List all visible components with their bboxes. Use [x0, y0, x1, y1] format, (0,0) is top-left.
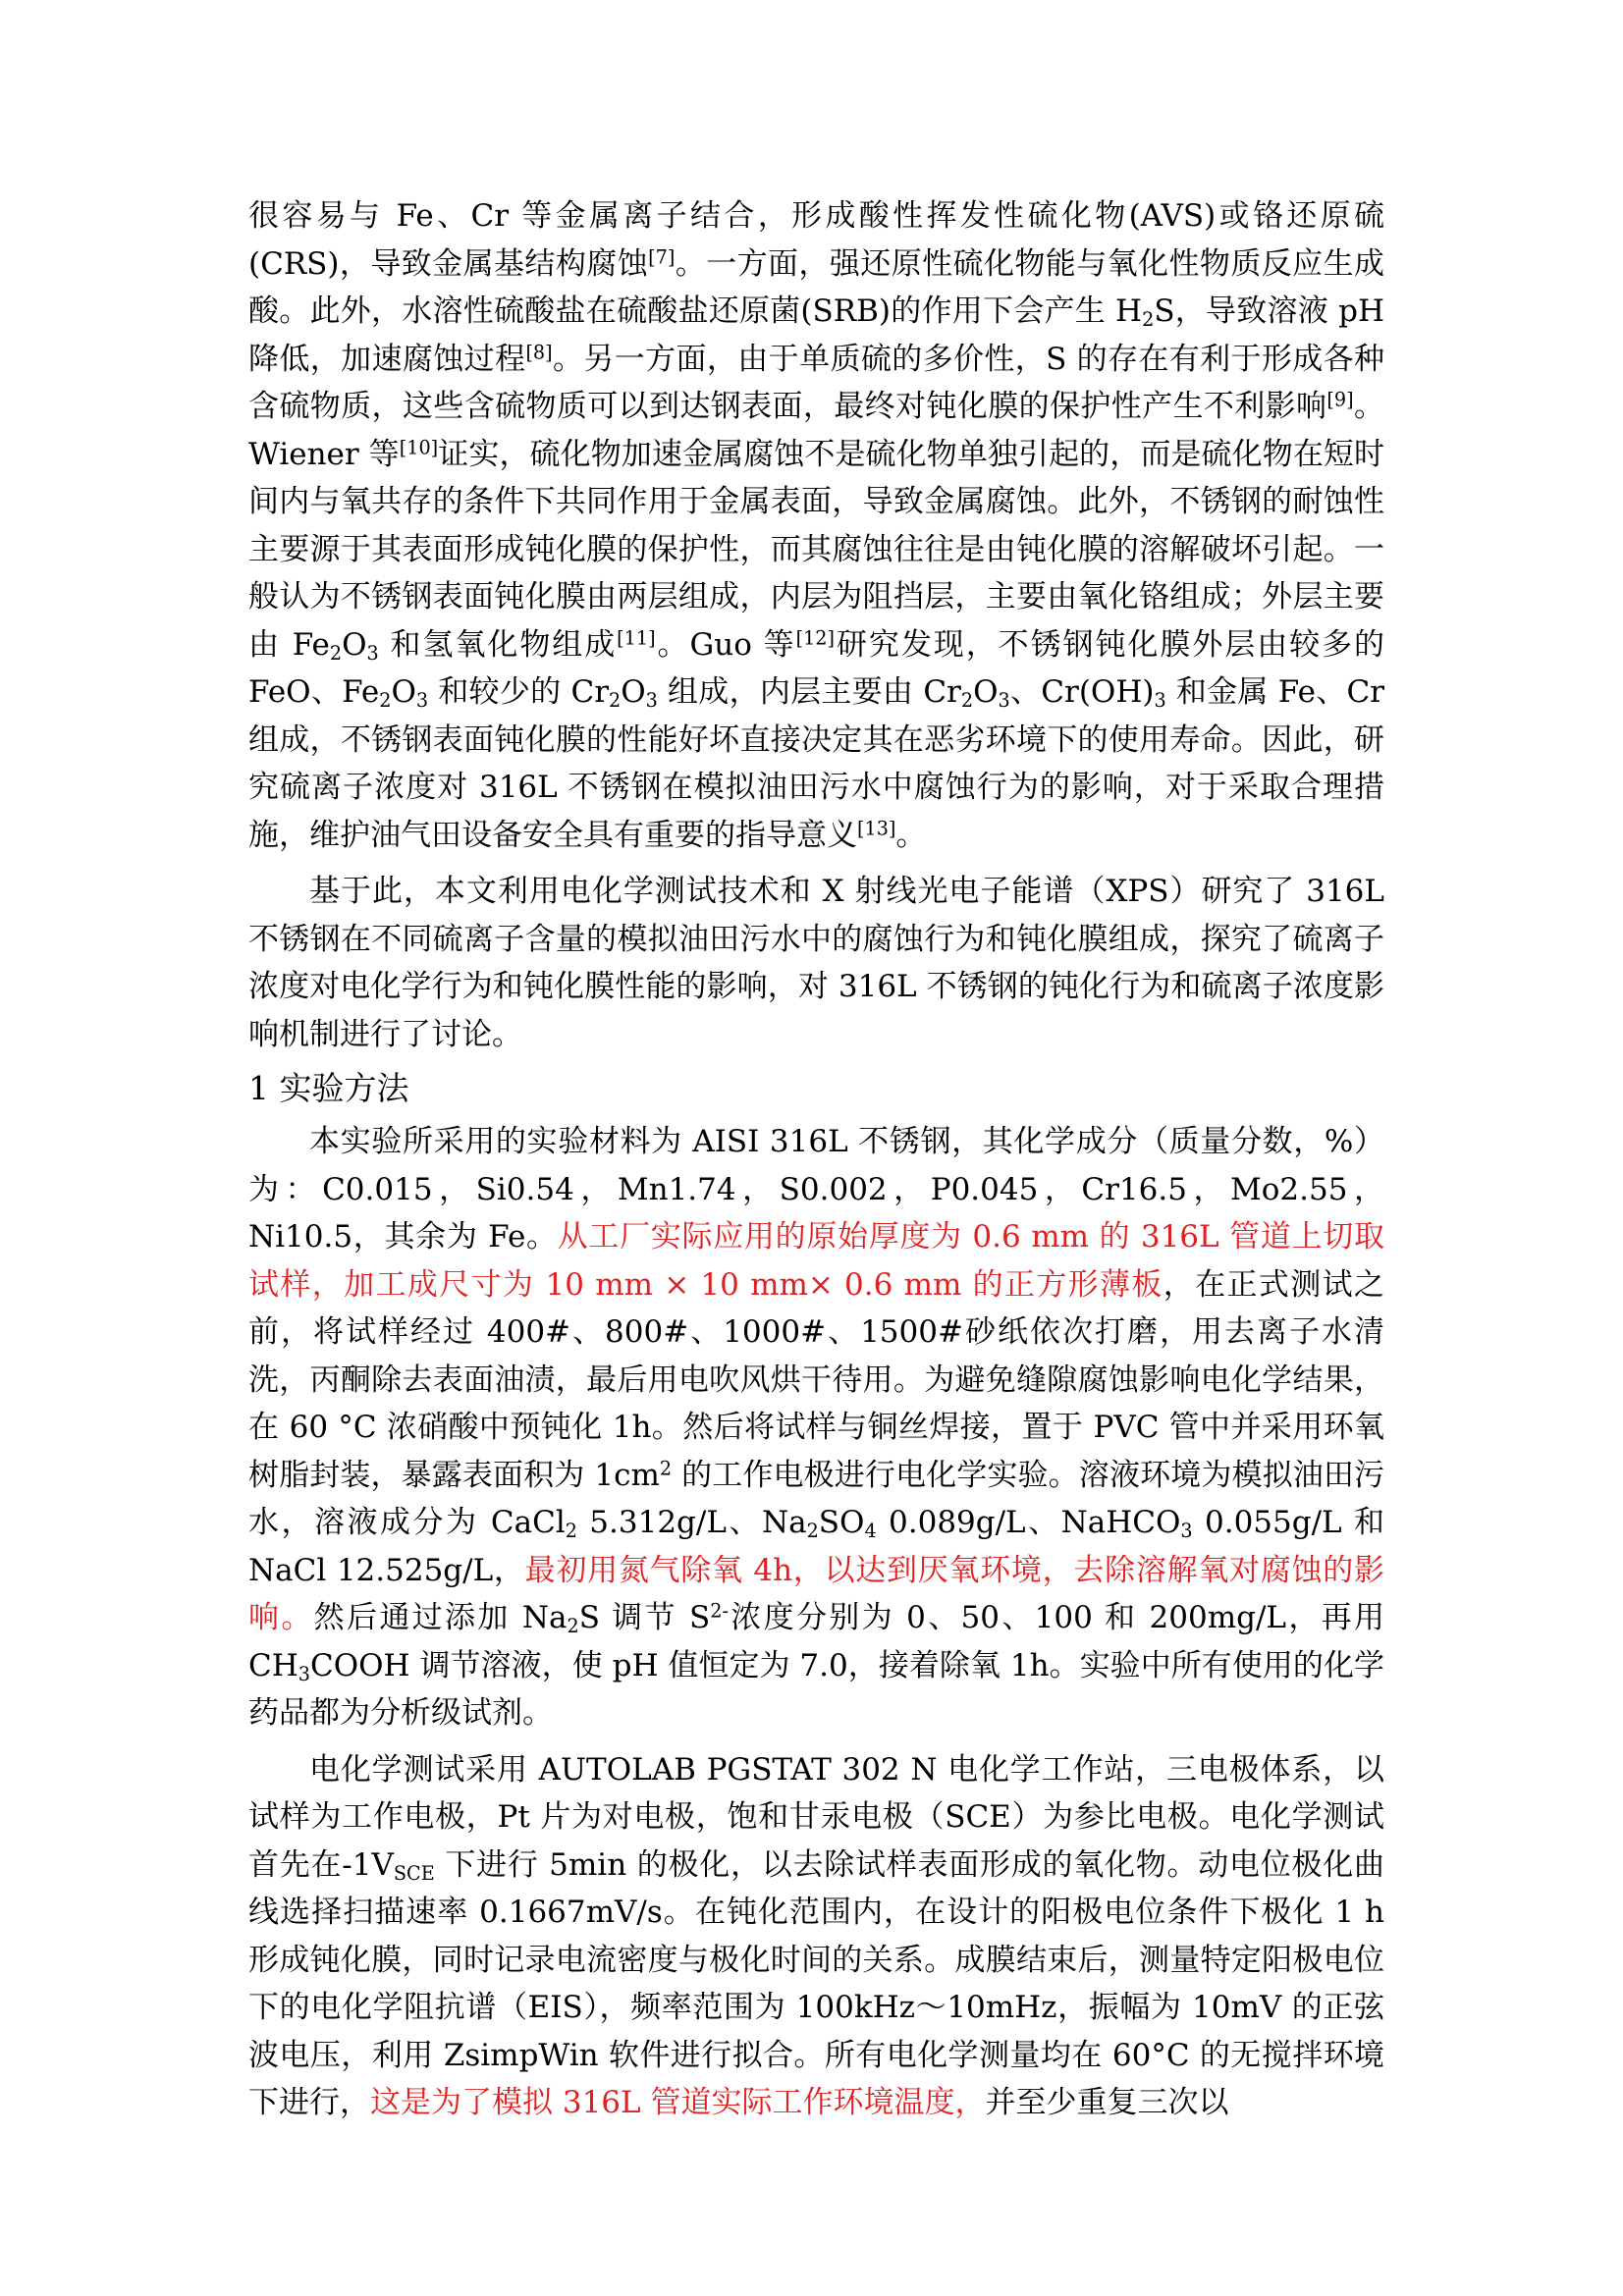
subscript: 2	[609, 688, 622, 712]
text-run: 基于此，本文利用电化学测试技术和 X 射线光电子能谱（XPS）研究了 316L 不锈钢在不同硫离子含量的模拟油田污水中的腐蚀行为和钝化膜组成，探究了硫离子浓度对电化学行为和钝化膜性能的影响，对 316L 不锈钢的钝化行为和硫离子浓度影响机制进行了讨论。	[248, 874, 1384, 1052]
text-run: 本实验所采用的实验材料为 AISI 316L 不锈钢，其化学成分（质量分数，%）为：C0.015，Si0.54，Mn1.74，S0.002，P0.045，Cr16.5，Mo2.55，Ni10.5，其余为 Fe。	[248, 1124, 1384, 1255]
citation-11: [11]	[617, 625, 656, 649]
text-run: 。Wiener 等	[248, 389, 1385, 472]
body-text	[248, 192, 1384, 2127]
citation-12: [12]	[795, 625, 836, 649]
citation-13: [13]	[857, 816, 896, 839]
paragraph-materials	[248, 1118, 1384, 1737]
text-run: 、Cr(OH)	[1009, 674, 1155, 710]
text-run: ，在正式测试之前，将试样经过 400#、800#、1000#、1500#砂纸依次打磨，用去离子水清洗，丙酮除去表面油渍，最后用电吹风烘干待用。为避免缝隙腐蚀影响电化学结果，在 60 °C 浓硝酸中预钝化 1h。然后将试样与铜丝焊接，置于 PVC 管中并采用环氧树脂封装，暴露表面积为 1cm	[248, 1266, 1384, 1493]
highlighted-text: 这是为了模拟 316L 管道实际工作环境温度，	[370, 2085, 986, 2120]
text-run: 并至少重复三次以	[985, 2085, 1229, 2120]
paragraph-electrochemical-tests	[248, 1746, 1384, 2127]
subscript: 3	[1154, 688, 1166, 712]
section-heading-methods: 1 实验方法	[248, 1069, 409, 1107]
text-run: 和氢氧化物组成	[378, 626, 618, 663]
subscript: 2	[565, 1519, 577, 1542]
text-run: 。Guo 等	[655, 626, 796, 663]
citation-10: [10]	[399, 435, 439, 458]
text-run: 5.312g/L、Na	[576, 1505, 807, 1540]
text-run: 和较少的 Cr	[428, 674, 610, 710]
subscript: 2	[329, 641, 343, 665]
text-run: 很容易与 Fe、Cr 等金属离子结合，形成酸性挥发性硫化物(AVS)或铬还原硫(CRS)，导致金属基结构腐蚀	[248, 198, 1384, 282]
subscript: 2	[806, 1519, 819, 1542]
text-run: S，导致溶液 pH 降低，加速腐蚀过程	[248, 294, 1385, 377]
text-run: 。	[895, 817, 927, 853]
subscript: 2	[960, 688, 974, 712]
superscript: 2-	[710, 1599, 729, 1623]
text-run: O	[621, 674, 646, 710]
text-run: 电化学测试采用 AUTOLAB PGSTAT 302 N 电化学工作站，三电极体系，以试样为工作电极，Pt 片为对电极，饱和甘汞电极（SCE）为参比电极。电化学测试首先在-1V	[248, 1751, 1384, 1883]
citation-9: [9]	[1326, 388, 1354, 411]
text-run: 证实，硫化物加速金属腐蚀不是硫化物单独引起的，而是硫化物在短时间内与氧共存的条件下共同作用于金属表面，导致金属腐蚀。此外，不锈钢的耐蚀性主要源于其表面形成钝化膜的保护性，而其腐蚀往往是由钝化膜的溶解破坏引起。一般认为不锈钢表面钝化膜由两层组成，内层为阻挡层，主要由氧化铬组成；外层主要由 Fe	[248, 436, 1385, 663]
subscript: 4	[864, 1519, 877, 1542]
text-run: 。一方面，强还原性硫化物能与氧化性物质反应生成酸。此外，水溶性硫酸盐在硫酸盐还原菌(SRB)的作用下会产生 H	[248, 245, 1385, 329]
subscript: 3	[645, 688, 658, 712]
text-run: 下进行 5min 的极化，以去除试样表面形成的氧化物。动电位极化曲线选择扫描速率 0.1667mV/s。在钝化范围内，在设计的阳极电位条件下极化 1 h 形成钝化膜，同时记录电流密度与极化时间的关系。成膜结束后，测量特定阳极电位下的电化学阻抗谱（EIS），频率范围为 100kHz～10mHz，振幅为 10mV 的正弦波电压，利用 ZsimpWin 软件进行拟合。所有电化学测量均在 60°C 的无搅拌环境下进行，	[248, 1846, 1384, 2120]
text-run: S 调节 S	[578, 1600, 711, 1635]
text-run: 的工作电极进行电化学实验。溶液环境为模拟油田污水，溶液成分为 CaCl	[248, 1457, 1384, 1540]
highlighted-text: 从工厂实际应用的原始厚度为 0.6 mm 的 316L 管道上切取试样，加工成尺寸为 10 mm × 10 mm× 0.6 mm 的正方形薄板	[248, 1219, 1384, 1303]
paragraph-sulfide-corrosion	[248, 192, 1384, 859]
text-run: 浓度分别为 0、50、100 和 200mg/L，再用 CH	[248, 1600, 1384, 1683]
text-run: 组成，内层主要由 Cr	[657, 674, 961, 710]
superscript: 2	[659, 1456, 673, 1479]
subscript: SCE	[393, 1861, 435, 1885]
subscript: 3	[1180, 1519, 1193, 1542]
text-run: COOH 调节溶液，使 pH 值恒定为 7.0，接着除氧 1h。实验中所有使用的化学药品都为分析级试剂。	[248, 1647, 1384, 1731]
text-run: 和金属 Fe、Cr 组成，不锈钢表面钝化膜的性能好坏直接决定其在恶劣环境下的使用寿命。因此，研究硫离子浓度对 316L 不锈钢在模拟油田污水中腐蚀行为的影响，对于采取合理措施，维护油气田设备安全具有重要的指导意义	[248, 674, 1385, 853]
subscript: 3	[998, 688, 1010, 712]
subscript: 2	[379, 688, 392, 712]
text-run: O	[973, 674, 999, 710]
subscript: 2	[1142, 307, 1155, 331]
subscript: 3	[366, 641, 379, 665]
citation-8: [8]	[525, 340, 553, 363]
highlighted-text: 最初用氮气除氧 4h，以达到厌氧环境，去除溶解氧对腐蚀的影响。	[248, 1552, 1384, 1635]
subscript: 2	[567, 1614, 579, 1637]
text-run: 。另一方面，由于单质硫的多价性，S 的存在有利于形成各种含硫物质，这些含硫物质可以到达钢表面，最终对钝化膜的保护性产生不利影响	[248, 341, 1385, 424]
text-run: O	[391, 674, 416, 710]
text-run: 0.055g/L 和 NaCl 12.525g/L，	[248, 1505, 1384, 1588]
paragraph-study-summary	[248, 868, 1384, 1058]
text-run: 0.089g/L、NaHCO	[876, 1505, 1181, 1540]
text-run: O	[342, 626, 367, 663]
text-run: 然后通过添加 Na	[313, 1600, 568, 1635]
text-run: SO	[818, 1505, 865, 1540]
subscript: 3	[298, 1662, 310, 1685]
subscript: 3	[415, 688, 429, 712]
text-run: 研究发现，不锈钢钝化膜外层由较多的 FeO、Fe	[248, 626, 1385, 710]
citation-7: [7]	[648, 244, 676, 268]
